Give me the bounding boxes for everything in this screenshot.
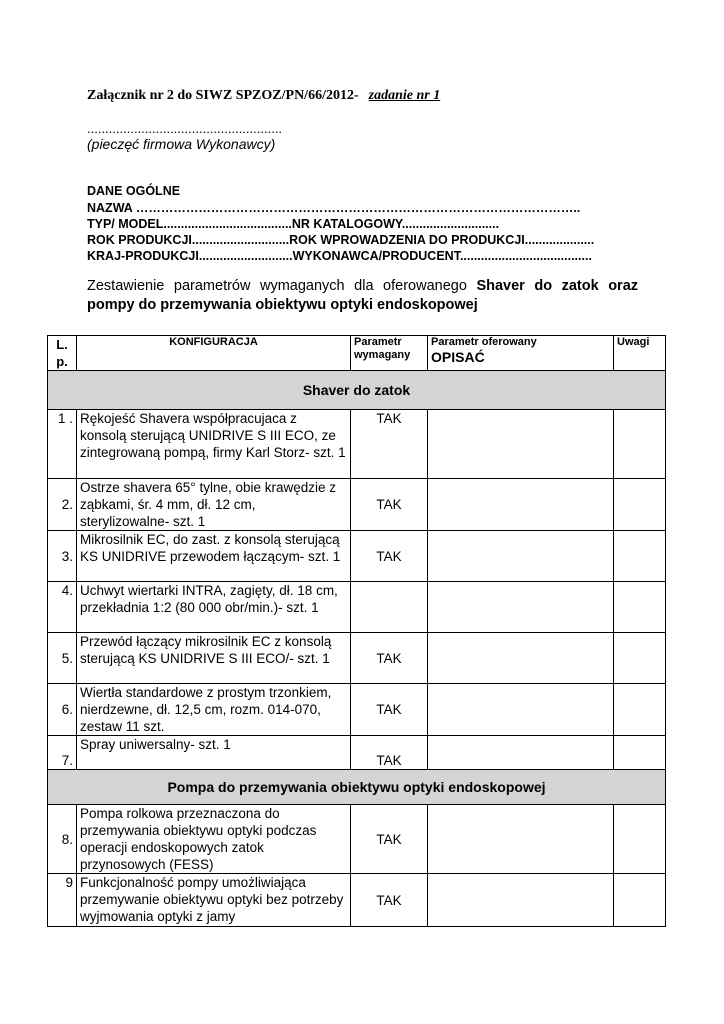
row-description: Mikrosilnik EC, do zast. z konsolą sterującą KS UNIDRIVE przewodem łączącym- szt. 1 (77, 531, 351, 582)
row-number: 2. (48, 479, 77, 531)
row-notes-cell[interactable] (614, 479, 666, 531)
row-number: 8. (48, 805, 77, 874)
row-number: 4. (48, 582, 77, 633)
row-offered-cell[interactable] (428, 805, 614, 874)
row-number: 3. (48, 531, 77, 582)
row-offered-cell[interactable] (428, 410, 614, 479)
table-row (48, 479, 666, 531)
row-description: Pompa rolkowa przeznaczona do przemywania obiektywu optyki podczas operacji endoskopowych zatok przynosowych (FESS) (77, 805, 351, 874)
row-notes-cell[interactable] (614, 531, 666, 582)
row-offered-cell[interactable] (428, 582, 614, 633)
section-row-pump (48, 770, 666, 805)
row-required (351, 582, 428, 633)
row-description: Spray uniwersalny- szt. 1 (77, 736, 351, 770)
row-notes-cell[interactable] (614, 633, 666, 684)
row-offered-cell[interactable] (428, 874, 614, 927)
row-notes-cell[interactable] (614, 410, 666, 479)
row-required: TAK (351, 479, 428, 531)
row-description: Funkcjonalność pompy umożliwiająca przemywanie obiektywu optyki bez potrzeby wyjmowania optyki z jamy (77, 874, 351, 927)
row-required: TAK (351, 410, 428, 479)
task-label: zadanie nr 1 (368, 88, 441, 103)
row-offered-cell[interactable] (428, 684, 614, 736)
row-offered-cell[interactable] (428, 531, 614, 582)
header-offered-label: Parametr oferowany (431, 336, 537, 348)
document-title (87, 88, 440, 104)
row-number: 7. (48, 736, 77, 770)
row-description: Uchwyt wiertarki INTRA, zagięty, dł. 18 cm, przekładnia 1:2 (80 000 obr/min.)- szt. 1 (77, 582, 351, 633)
title-text: Załącznik nr 2 do SIWZ SPZOZ/PN/66/2012- (87, 88, 359, 103)
header-config: KONFIGURACJA (77, 336, 351, 371)
row-offered-cell[interactable] (428, 736, 614, 770)
header-offered (428, 336, 614, 371)
row-number: 1 . (48, 410, 77, 479)
general-name-line: NAZWA …………………………………………………………………………………………….. (87, 201, 581, 215)
section-title-pump: Pompa do przemywania obiektywu optyki endoskopowej (48, 770, 666, 805)
general-country-line: KRAJ-PRODUKCJI...........................WYKONAWCA/PRODUCENT...................................... (87, 249, 592, 263)
row-number: 6. (48, 684, 77, 736)
row-notes-cell[interactable] (614, 805, 666, 874)
row-number: 9 (48, 874, 77, 927)
header-offered-sub: OPISAĆ (431, 349, 485, 365)
header-lp: L. p. (48, 336, 77, 371)
intro-text: Zestawienie parametrów wymaganych dla oferowanego (87, 278, 477, 294)
table-row (48, 684, 666, 736)
general-model-line: TYP/ MODEL.....................................NR KATALOGOWY............................ (87, 217, 500, 231)
row-required: TAK (351, 684, 428, 736)
row-required: TAK (351, 633, 428, 684)
row-notes-cell[interactable] (614, 874, 666, 927)
section-title-shaver: Shaver do zatok (48, 371, 666, 410)
section-row-shaver (48, 371, 666, 410)
header-notes: Uwagi (614, 336, 666, 371)
intro-paragraph (87, 277, 638, 315)
row-description: Rękojeść Shavera współpracujaca z konsolą sterującą UNIDRIVE S III ECO, ze zintegrowaną pompą, firmy Karl Storz- szt. 1 (77, 410, 351, 479)
table-row (48, 874, 666, 927)
row-notes-cell[interactable] (614, 736, 666, 770)
row-required: TAK (351, 531, 428, 582)
table-header-row (48, 336, 666, 371)
row-required: TAK (351, 874, 428, 927)
row-number: 5. (48, 633, 77, 684)
general-heading: DANE OGÓLNE (87, 184, 181, 198)
row-offered-cell[interactable] (428, 479, 614, 531)
row-description: Wiertła standardowe z prostym trzonkiem, nierdzewne, dł. 12,5 cm, rozm. 014-070, zestaw 11 szt. (77, 684, 351, 736)
general-year-line: ROK PRODUKCJI............................ROK WPROWADZENIA DO PRODUKCJI.................... (87, 233, 595, 247)
table-row (48, 633, 666, 684)
row-description: Przewód łączący mikrosilnik EC z konsolą sterującą KS UNIDRIVE S III ECO/- szt. 1 (77, 633, 351, 684)
row-required: TAK (351, 736, 428, 770)
stamp-dots: ...................................................... (87, 121, 283, 136)
intro-bold-text: Shaver do zatok oraz pompy do przemywania obiektywu optyki endoskopowej (87, 278, 639, 313)
table-row (48, 582, 666, 633)
header-required: Parametr wymagany (351, 336, 428, 371)
row-notes-cell[interactable] (614, 582, 666, 633)
table-row (48, 410, 666, 479)
table-row (48, 805, 666, 874)
row-description: Ostrze shavera 65° tylne, obie krawędzie z ząbkami, śr. 4 mm, dł. 12 cm, sterylizowalne- szt. 1 (77, 479, 351, 531)
table-row (48, 736, 666, 770)
row-required: TAK (351, 805, 428, 874)
table-row (48, 531, 666, 582)
stamp-label: (pieczęć firmowa Wykonawcy) (87, 136, 276, 152)
row-notes-cell[interactable] (614, 684, 666, 736)
row-offered-cell[interactable] (428, 633, 614, 684)
parameters-table (47, 335, 666, 927)
